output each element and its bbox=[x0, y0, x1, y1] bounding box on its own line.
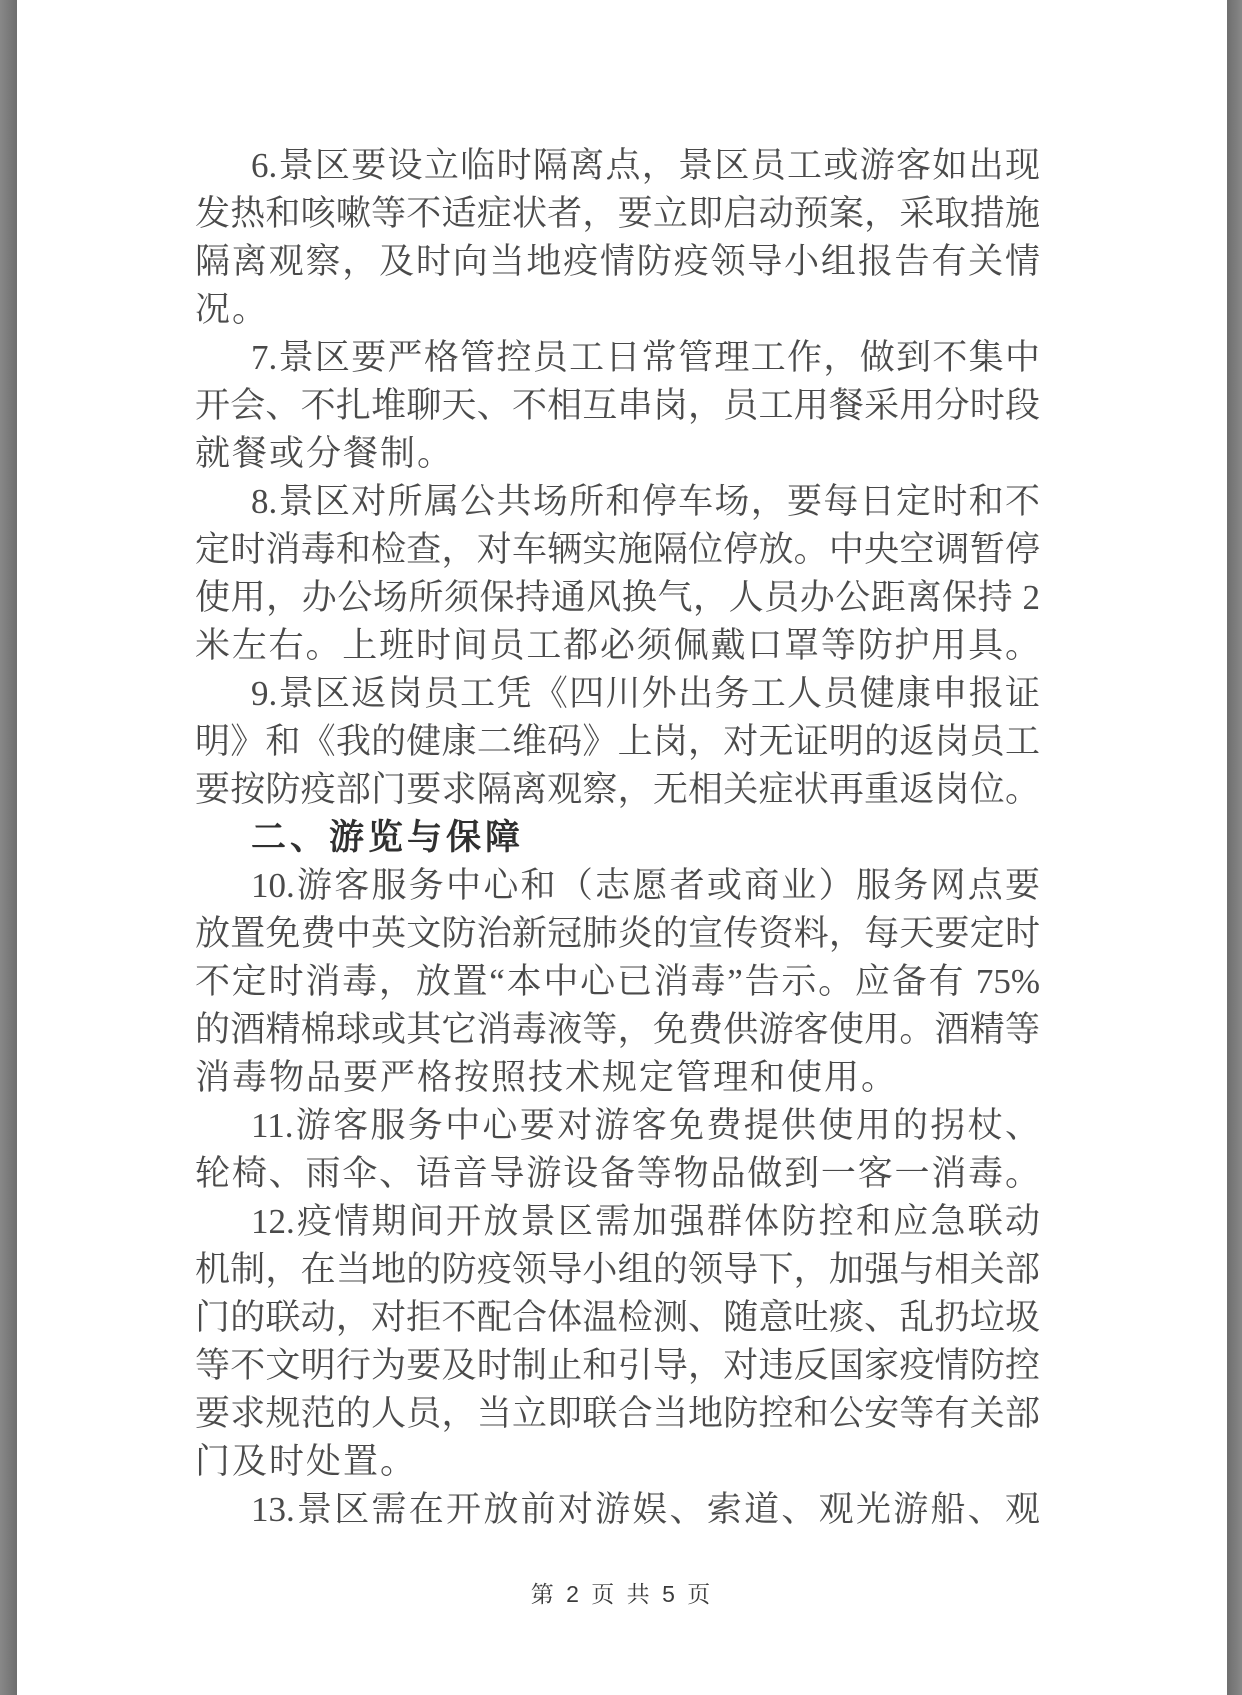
text-line: 等不文明行为要及时制止和引导，对违反国家疫情防控 bbox=[195, 1346, 1040, 1385]
text-line: 发热和咳嗽等不适症状者，要立即启动预案，采取措施 bbox=[195, 194, 1040, 233]
text-line: 明》和《我的健康二维码》上岗，对无证明的返岗员工 bbox=[195, 722, 1040, 761]
text-line: 开会、不扎堆聊天、不相互串岗，员工用餐采用分时段 bbox=[195, 386, 1040, 425]
text-line: 门及时处置。 bbox=[195, 1442, 418, 1481]
text-line: 机制，在当地的防疫领导小组的领导下，加强与相关部 bbox=[195, 1250, 1040, 1289]
text-line: 12.疫情期间开放景区需加强群体防控和应急联动 bbox=[251, 1202, 1040, 1241]
text-line: 不定时消毒，放置“本中心已消毒”告示。应备有 75% bbox=[195, 962, 1040, 1001]
text-line: 13.景区需在开放前对游娱、索道、观光游船、观 bbox=[251, 1490, 1040, 1529]
text-line: 7.景区要严格管控员工日常管理工作，做到不集中 bbox=[251, 338, 1040, 377]
section-heading: 二、游览与保障 bbox=[251, 818, 525, 857]
text-line: 使用，办公场所须保持通风换气，人员办公距离保持 2 bbox=[195, 578, 1040, 617]
text-line: 门的联动，对拒不配合体温检测、随意吐痰、乱扔垃圾 bbox=[195, 1298, 1040, 1337]
document-page bbox=[17, 0, 1227, 1695]
text-line: 放置免费中英文防治新冠肺炎的宣传资料，每天要定时 bbox=[195, 914, 1040, 953]
text-line: 8.景区对所属公共场所和停车场，要每日定时和不 bbox=[251, 482, 1040, 521]
text-line: 消毒物品要严格按照技术规定管理和使用。 bbox=[195, 1058, 899, 1097]
text-line: 隔离观察，及时向当地疫情防疫领导小组报告有关情 bbox=[195, 242, 1040, 281]
text-line: 10.游客服务中心和（志愿者或商业）服务网点要 bbox=[251, 866, 1040, 905]
text-line: 6.景区要设立临时隔离点，景区员工或游客如出现 bbox=[251, 146, 1040, 185]
text-line: 就餐或分餐制。 bbox=[195, 434, 455, 473]
text-line: 定时消毒和检查，对车辆实施隔位停放。中央空调暂停 bbox=[195, 530, 1040, 569]
page-number-footer: 第 2 页 共 5 页 bbox=[530, 1581, 714, 1607]
text-line: 米左右。上班时间员工都必须佩戴口罩等防护用具。 bbox=[195, 626, 1040, 665]
text-line: 的酒精棉球或其它消毒液等，免费供游客使用。酒精等 bbox=[195, 1010, 1040, 1049]
viewer-background-right-strip bbox=[1227, 0, 1242, 1695]
page-content bbox=[195, 142, 1040, 1534]
text-line: 况。 bbox=[195, 290, 270, 329]
text-line: 要按防疫部门要求隔离观察，无相关症状再重返岗位。 bbox=[195, 770, 1040, 809]
viewer-background-left-strip bbox=[0, 0, 17, 1695]
text-line: 轮椅、雨伞、语音导游设备等物品做到一客一消毒。 bbox=[195, 1154, 1040, 1193]
text-line: 要求规范的人员，当立即联合当地防控和公安等有关部 bbox=[195, 1394, 1040, 1433]
text-line: 9.景区返岗员工凭《四川外出务工人员健康申报证 bbox=[251, 674, 1040, 713]
text-line: 11.游客服务中心要对游客免费提供使用的拐杖、 bbox=[251, 1106, 1040, 1145]
